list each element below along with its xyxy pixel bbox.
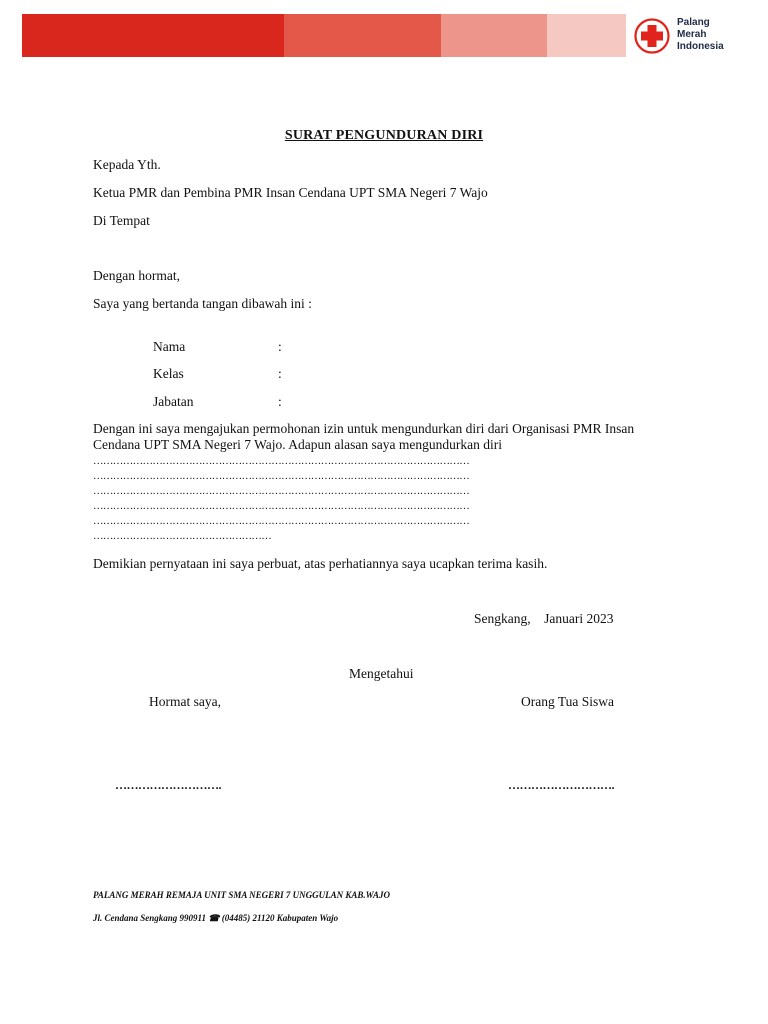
acknowledged-label: Mengetahui (349, 666, 414, 681)
header-bar (441, 14, 547, 57)
field-label-jabatan: Jabatan (153, 394, 194, 409)
body-paragraph: Dengan ini saya mengajukan permohonan izin untuk mengundurkan diri dari Organisasi PMR Insan Cendana UPT SMA Negeri 7 Wajo. Adapun alasan saya mengundurkan diri (93, 421, 635, 452)
closing-text: Demikian pernyataan ini saya perbuat, atas perhatiannya saya ucapkan terima kasih. (93, 556, 548, 571)
recipient-line: Kepada Yth. (93, 157, 161, 172)
intro-text: Saya yang bertanda tangan dibawah ini : (93, 296, 312, 311)
recipient-line: Ketua PMR dan Pembina PMR Insan Cendana UPT SMA Negeri 7 Wajo (93, 185, 488, 200)
field-colon: : (278, 366, 282, 381)
logo-line: Palang (677, 17, 710, 28)
dotted-line: ……………………………………………… (93, 531, 272, 542)
dotted-line: …………………………………………………………………………………………………… (93, 471, 470, 482)
logo-line: Merah (677, 29, 707, 40)
signature-left-label: Hormat saya, (149, 694, 221, 709)
dotted-line: …………………………………………………………………………………………………… (93, 486, 470, 497)
signature-right-label: Orang Tua Siswa (521, 694, 615, 709)
dotted-line: …………………………………………………………………………………………………… (93, 501, 470, 512)
logo-text (677, 17, 724, 53)
footer-address: Jl. Cendana Sengkang 990911 ☎ (04485) 21120 Kabupaten Wajo (93, 913, 339, 923)
logo-line: Indonesia (677, 41, 724, 52)
signature-left-line: ………………………. (115, 778, 221, 792)
header-bar (22, 14, 284, 57)
header-color-bars (22, 14, 626, 57)
header-bar (284, 14, 441, 57)
dotted-line: …………………………………………………………………………………………………… (93, 516, 470, 527)
field-colon: : (278, 394, 282, 409)
field-label-nama: Nama (153, 339, 186, 354)
header-bar (547, 14, 626, 57)
place-date: Sengkang, Januari 2023 (474, 611, 614, 626)
field-label-kelas: Kelas (153, 366, 184, 381)
recipient-line: Di Tempat (93, 213, 150, 228)
red-cross-icon (634, 18, 670, 54)
greeting: Dengan hormat, (93, 268, 180, 283)
signature-right-line: ………………………. (508, 778, 614, 792)
letter-title: SURAT PENGUNDURAN DIRI (284, 128, 484, 143)
footer-organization: PALANG MERAH REMAJA UNIT SMA NEGERI 7 UNGGULAN KAB.WAJO (93, 890, 390, 900)
pmi-logo (634, 16, 754, 56)
dotted-line: …………………………………………………………………………………………………… (93, 456, 470, 467)
field-colon: : (278, 339, 282, 354)
